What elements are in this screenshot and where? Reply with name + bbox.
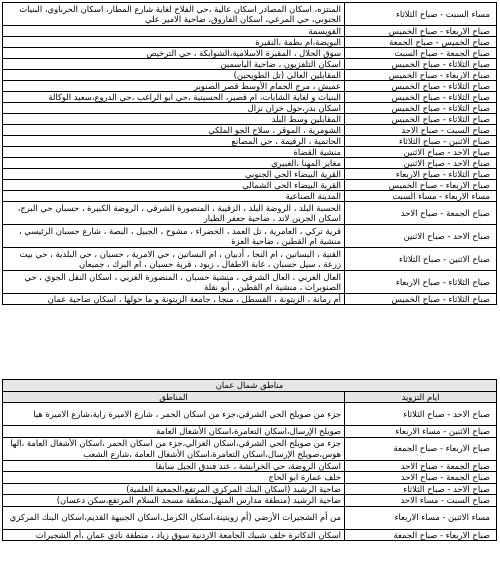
supply-days-cell: صباح الاثنين - صباح الثلاثاء	[345, 248, 497, 271]
table-row	[3, 403, 497, 426]
supply-days-cell: صباح الاربعاء - صباح الخميس	[345, 26, 497, 37]
area-cell: ضاحية الرشيد (منطقة مدارس المنهل،منطقة مسجد السلام المرتفع،سكن دعسان)	[3, 495, 345, 507]
supply-days-cell: صباح الاحد - صباح الثلاثاء	[345, 403, 497, 426]
supply-days-cell: صباح الاربعاء - صباح الخميس	[345, 180, 497, 191]
table-row	[3, 472, 497, 484]
supply-schedule-body	[3, 3, 497, 305]
table-row	[3, 92, 497, 103]
area-cell: المدينة الصناعية	[3, 191, 345, 202]
area-cell: القنية ، البساتين ، ام النجا ، أدبيان ، ام البساتين ، حي الامرية ، حسبان ، حي البلدية ، حي بيت زرعة ، سيل حسبان ، غابة الاطفال ، زبود ، قرية حسبان ، ام البرك ، جميعان	[3, 248, 345, 271]
table-row	[3, 180, 497, 191]
areas-column-header: المناطق	[3, 391, 345, 403]
table-row	[3, 248, 497, 271]
area-cell: المقابلين وسط البلد	[3, 114, 345, 125]
table-row	[3, 225, 497, 248]
supply-days-cell: صباح الاثنين - صباح الثلاثاء	[345, 136, 497, 147]
table-row	[3, 158, 497, 169]
table-row	[3, 426, 497, 438]
table-row	[3, 169, 497, 180]
table-row	[3, 26, 497, 37]
area-cell: البنيات و لغاية الشابات، ام قصير، الحسينية ،حي ابو الراغب ،حي الدروع،سعيد الوكالة	[3, 92, 345, 103]
days-column-header: ايام التزويد	[345, 391, 497, 403]
area-cell: العال الغربي ، العال الشرقي ، منشية حسبان ، المنصورة الغربي ، اسكان النقل الجوي ، حي الصنوبرات ، منشية ام القطين ، أبو نقلة	[3, 271, 345, 294]
table-row	[3, 70, 497, 81]
supply-days-cell: صباح الاربعاء - صباح الخميس	[345, 70, 497, 81]
area-cell: جزء من صويلح الحي الشرقي،جزء من اسكان الحمر ، شارع الاميرة راية،شارع الاميرة هيا	[3, 403, 345, 426]
area-cell: خلف عمارة ابو الحاج	[3, 472, 345, 484]
north-amman-schedule-body	[3, 403, 497, 541]
table-row	[3, 529, 497, 541]
supply-days-cell: صباح الخميس - صباح الجمعة	[345, 37, 497, 48]
area-cell: المنتزه، اسكان المصادر اسكان عالية ،حي الفلاح لغاية شارع المطار، اسكان الحرباوي، البنيات الجنوبي، حي المرعي، اسكان الفاروق، ضاحية الامير علي	[3, 3, 345, 26]
supply-days-cell: صباح الاحد - صباح الاثنين	[345, 158, 497, 169]
supply-days-cell: صباح الجمعة - صباح السبت	[345, 48, 497, 59]
supply-days-cell: صباح السبت - مساء الاحد	[345, 495, 497, 507]
supply-days-cell: صباح الجمعة - صباح الاحد	[345, 472, 497, 484]
area-cell: الشومرية ، الموقر ، سلاح الجو الملكي	[3, 125, 345, 136]
supply-days-cell: مساء الاربعاء - مساء السبت	[345, 191, 497, 202]
table-row	[3, 136, 497, 147]
supply-days-cell: صباح الاثنين - مساء الاربعاء	[345, 426, 497, 438]
supply-days-cell: صباح الثلاثاء - صباح الخميس	[345, 92, 497, 103]
table-row	[3, 114, 497, 125]
supply-days-cell: صباح الثلاثاء - صباح الخميس	[345, 81, 497, 92]
area-cell: سوق الحلال ، المقبرة الاسلامية،الشوابكة ، حي الترخيص	[3, 48, 345, 59]
table-row	[3, 48, 497, 59]
area-cell: القرية البيضاء الحي الشمالي	[3, 180, 345, 191]
table-row	[3, 437, 497, 460]
supply-days-cell: صباح الاربعاء - صباح الجمعة	[345, 529, 497, 541]
supply-days-cell: صباح الاحد - صباح الاثنين	[345, 225, 497, 248]
supply-days-cell: مساء الاثنين - مساء الاربعاء	[345, 506, 497, 529]
table-row	[3, 59, 497, 70]
table-row	[3, 147, 497, 158]
table-row	[3, 460, 497, 472]
table-title-row	[3, 380, 497, 392]
area-cell: الحاتمية ، الرقيمة ، حي المصانع	[3, 136, 345, 147]
supply-days-cell: صباح الثلاثاء - صباح الخميس	[345, 294, 497, 305]
area-cell: قرية تركي ، العامرية ، تل العمد ، الخضراء ، مشوح ، الجبيل ، البصة ، شارع حسبان الرئيسي ، منشية ام القطين ، ضاحية العزة	[3, 225, 345, 248]
table-row	[3, 103, 497, 114]
area-cell: أم رمانة ، الزيتونة ، القسطل ، منجا ، جامعة الزيتونة و ما حولها ، اسكان ضاحية عمان	[3, 294, 345, 305]
area-cell: اسكان الروضة، حي الخرابشة ، عند فندق الجبل سابقا	[3, 460, 345, 472]
table-row	[3, 294, 497, 305]
area-cell: مغاير المهنا ،الغبيري	[3, 158, 345, 169]
table-row	[3, 506, 497, 529]
table-row	[3, 495, 497, 507]
area-cell: اسكان الدكاترة خلف شبيك الجامعة الاردنية سوق زياد ، منطقة نادي عمان ،أم الشجيرات	[3, 529, 345, 541]
area-cell: ضاحية الرشيد (اسكان البنك المركزي المرتفع،الجمعية العلمية)	[3, 483, 345, 495]
area-cell: اسكان بدر،حول خزان نزال	[3, 103, 345, 114]
supply-days-cell: صباح الاربعاء - صباح الجمعة	[345, 437, 497, 460]
table-row	[3, 202, 497, 225]
north-amman-schedule-table	[2, 379, 497, 541]
table-row	[3, 125, 497, 136]
area-cell: عميش ، مرج الحمام الأوسط قصر الصنوبر	[3, 81, 345, 92]
supply-days-cell: صباح الجمعة - صباح الاحد	[345, 202, 497, 225]
table-header-row	[3, 391, 497, 403]
supply-schedule-table	[2, 2, 497, 305]
table-row	[3, 271, 497, 294]
table-row	[3, 191, 497, 202]
supply-days-cell: مساء السبت - صباح الثلاثاء	[345, 3, 497, 26]
table-row	[3, 3, 497, 26]
area-cell: من أم الشجيرات الأرضي (أم زويتينة،اسكان الكرمل،اسكان الجبيهة القديم،اسكان البنك المركزي	[3, 506, 345, 529]
table-title: مناطق شمال عمان	[3, 380, 497, 392]
area-cell: صويلح الإرسال،اسكان التعامرة،اسكان الأشغال العامة	[3, 426, 345, 438]
area-cell: المقابلين العالي (تل الطويحين)	[3, 70, 345, 81]
supply-days-cell: صباح الاحد - صباح الاثنين	[345, 147, 497, 158]
area-cell: اسكان التلفزيون ، ضاحية الياسمين	[3, 59, 345, 70]
table-row	[3, 37, 497, 48]
area-cell: البويضة،ام بطمة ،النقيرة	[3, 37, 345, 48]
table-row	[3, 81, 497, 92]
area-cell: منشية القضاة	[3, 147, 345, 158]
area-cell: جزء من صويلح الحي الشرقي،اسكان الغزالي،جزء من اسكان الحمر ،اسكان الأشغال العامة ،الها هوس،صويلح الإرسال،اسكان التعامرة،اسكان الأشغال العامة ،شارع الشعب	[3, 437, 345, 460]
supply-days-cell: صباح السبت - صباح الاحد	[345, 125, 497, 136]
area-cell: القويسمة	[3, 26, 345, 37]
supply-days-cell: صباح الجمعة - صباح الاحد	[345, 460, 497, 472]
supply-days-cell: صباح الثلاثاء - صباح الخميس	[345, 59, 497, 70]
table-row	[3, 483, 497, 495]
supply-days-cell: صباح الثلاثاء - صباح الاربعاء	[345, 169, 497, 180]
supply-days-cell: صباح الثلاثاء - صباح الخميس	[345, 114, 497, 125]
supply-days-cell: صباح الاحد - صباح الثلاثاء	[345, 483, 497, 495]
area-cell: القرية البيضاء الحي الجنوبي	[3, 169, 345, 180]
area-cell: الحسبة البلد ، الروضة البلد ، الزقيبة ، المنصورة الشرقي ، الروضة الكبيرة ، حسبان حي البرج، اسكان الجرين لاند ، ضاحية جعفر الطيار	[3, 202, 345, 225]
supply-days-cell: صباح الثلاثاء - صباح الاربعاء	[345, 271, 497, 294]
supply-days-cell: صباح الثلاثاء - صباح الخميس	[345, 103, 497, 114]
